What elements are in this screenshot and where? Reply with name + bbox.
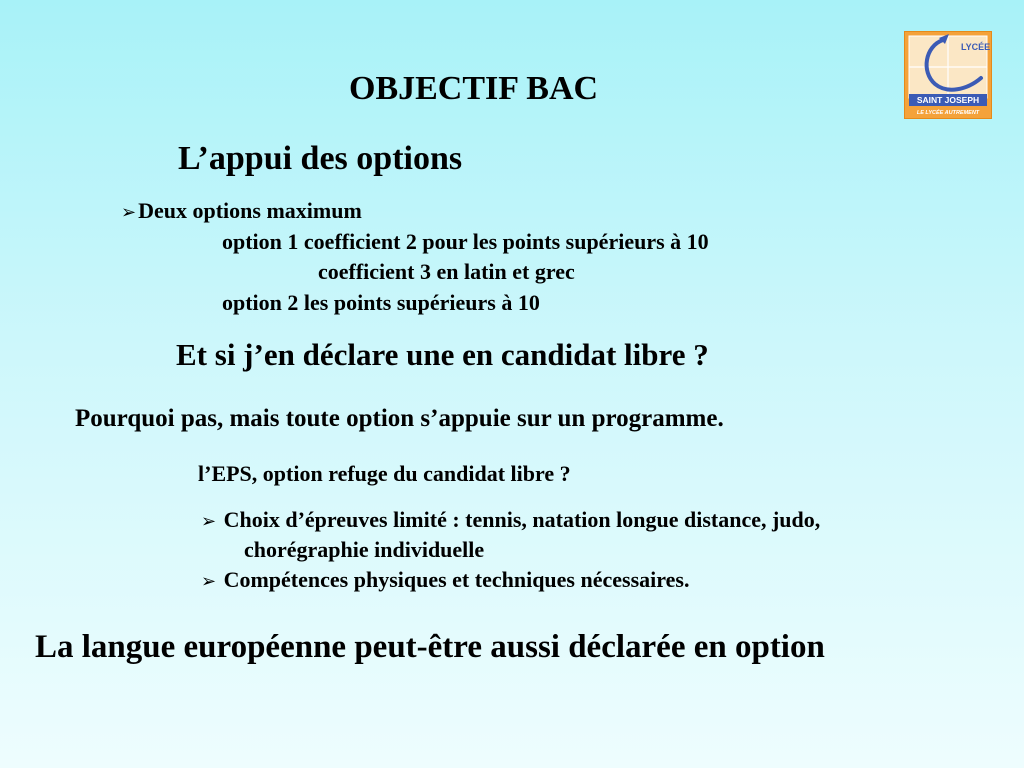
closing-line: La langue européenne peut-être aussi déclarée en option [35, 629, 825, 665]
eps-bullet-2-text: Compétences physiques et techniques nécessaires. [223, 567, 690, 592]
eps-bullet-1-continued: chorégraphie individuelle [244, 537, 485, 562]
logo-top-text: LYCÉE [961, 42, 991, 52]
question-heading: Et si j’en déclare une en candidat libre ? [176, 337, 709, 372]
logo-tagline-text: LE LYCÉE AUTREMENT [916, 110, 980, 116]
answer-line: Pourquoi pas, mais toute option s’appuie sur un programme. [75, 405, 724, 432]
options-line-2: coefficient 3 en latin et grec [318, 259, 575, 284]
arrow-bullet-icon: ➢ [121, 202, 137, 223]
eps-bullet-2 [201, 567, 689, 593]
arrow-bullet-icon: ➢ [201, 511, 217, 532]
eps-bullet-1-text: Choix d’épreuves limité : tennis, natation longue distance, judo, [223, 507, 821, 532]
logo-emblem [905, 32, 991, 118]
options-line-1: option 1 coefficient 2 pour les points supérieurs à 10 [222, 229, 709, 254]
slide-subtitle: L’appui des options [178, 140, 463, 177]
logo-name-text: SAINT JOSEPH [916, 95, 980, 105]
eps-bullet-1 [201, 507, 820, 533]
arrow-bullet-icon: ➢ [201, 571, 217, 592]
options-line-3: option 2 les points supérieurs à 10 [222, 290, 540, 315]
options-bullet [121, 198, 362, 224]
slide-title: OBJECTIF BAC [349, 70, 599, 107]
options-bullet-text: Deux options maximum [138, 198, 362, 223]
school-logo [904, 31, 992, 119]
eps-heading: l’EPS, option refuge du candidat libre ? [198, 461, 571, 486]
